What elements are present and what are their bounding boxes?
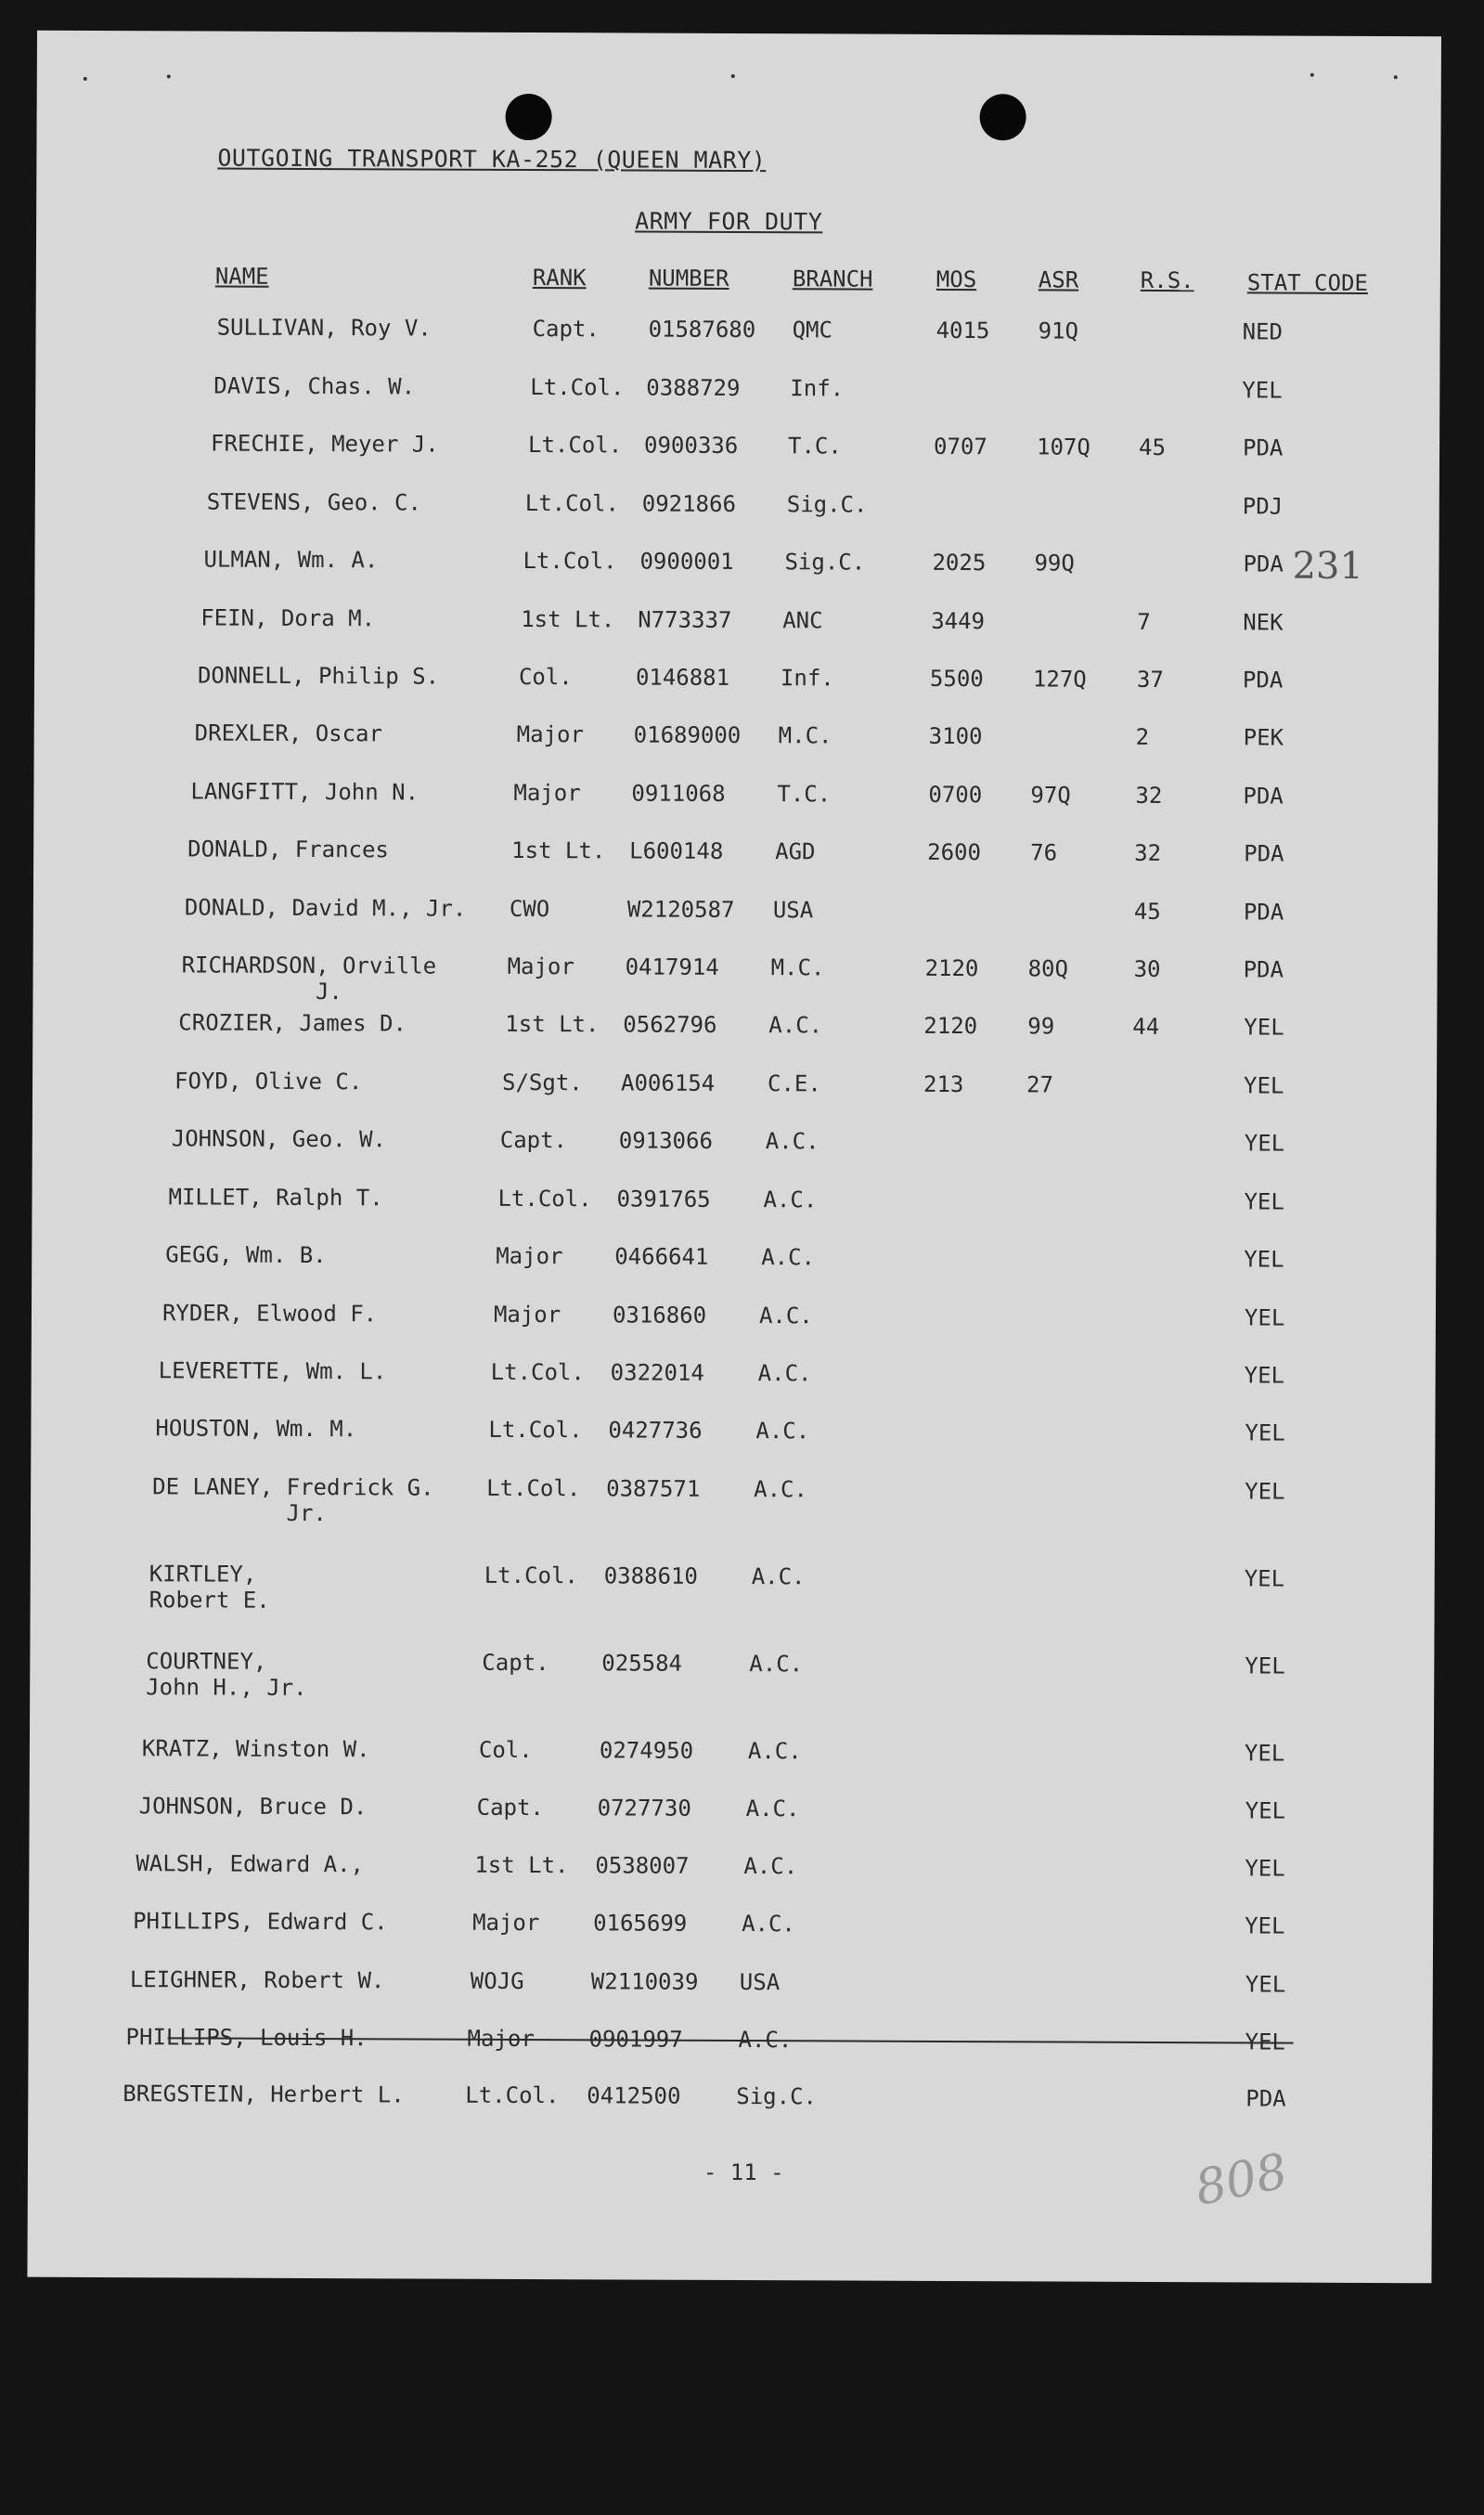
cell-stat: PDA [1243,899,1284,926]
cell-stat: YEL [1244,1740,1285,1767]
document-subtitle: ARMY FOR DUTY [635,207,823,236]
cell-rs: 32 [1135,782,1163,809]
punch-hole-right [980,94,1026,140]
table-row [31,1561,1435,1625]
cell-branch: Sig.C. [786,491,868,518]
cell-branch: A.C. [754,1476,808,1503]
cell-rank: S/Sgt. [502,1069,583,1096]
cell-rs: 2 [1135,723,1150,750]
table-row [32,1125,1437,1189]
speck [1310,73,1314,77]
header-name: NAME [214,263,269,290]
punch-hole-left [505,94,551,140]
cell-name: PHILLIPS, Edward C. [133,1908,388,1936]
cell-name: LEIGHNER, Robert W. [129,1966,385,1994]
table-row [28,2081,1432,2145]
cell-name: DONALD, Frances [187,836,389,863]
cell-rank: Lt.Col. [497,1185,592,1212]
cell-name: JOHNSON, Geo. W. [171,1125,387,1153]
cell-name: HOUSTON, Wm. M. [155,1415,357,1443]
cell-branch: A.C. [761,1244,816,1271]
cell-number: 0900336 [644,432,739,459]
cell-name: CROZIER, James D. [178,1009,407,1037]
cell-rank: Capt. [482,1649,549,1677]
cell-rank: Major [493,1301,561,1329]
cell-number: 0388610 [603,1562,698,1589]
cell-rank: Lt.Col. [486,1474,581,1502]
cell-stat: YEL [1245,2029,1285,2055]
cell-number: 025584 [601,1650,683,1677]
cell-branch: A.C. [738,2027,793,2054]
cell-rs: 45 [1138,434,1167,461]
table-row [35,372,1439,436]
cell-stat: YEL [1244,1188,1284,1215]
table-row [35,314,1439,378]
cell-branch: A.C. [747,1738,802,1765]
header-rs: R.S. [1140,266,1194,294]
cell-branch: Inf. [790,375,845,402]
cell-number: 0322014 [610,1359,704,1386]
document-title: OUTGOING TRANSPORT KA-252 (QUEEN MARY) [217,144,767,175]
cell-stat: NED [1242,318,1284,345]
cell-rank: Lt.Col. [523,547,617,575]
cell-stat: PDJ [1242,493,1284,520]
cell-number: 0727730 [597,1795,691,1821]
table-row [33,894,1438,958]
cell-branch: T.C. [788,433,842,460]
cell-number: 0911068 [631,780,726,807]
cell-mos: 3449 [931,607,986,635]
cell-rank: Major [467,2025,535,2053]
table-row [31,1473,1435,1537]
cell-asr: 99 [1027,1013,1055,1040]
cell-stat: YEL [1245,1971,1286,1998]
cell-asr: 107Q [1036,434,1090,460]
cell-rs: 30 [1133,955,1161,982]
cell-stat: YEL [1244,1304,1285,1331]
cell-name: LEVERETTE, Wm. L. [158,1357,387,1385]
cell-mos: 4015 [936,317,990,344]
cell-rank: Col. [518,663,573,691]
cell-number: A006154 [621,1070,716,1096]
cell-stat: YEL [1244,1246,1284,1273]
cell-name: SULLIVAN, Roy V. [216,314,432,342]
cell-number: N773337 [638,606,732,633]
table-row [32,1357,1436,1421]
cell-mos: 2120 [924,954,979,982]
cell-branch: ANC [782,607,823,634]
cell-name: WALSH, Edward A., [135,1850,365,1878]
cell-rank: Lt.Col. [465,2081,560,2109]
table-row [34,546,1439,610]
cell-rank: Lt.Col. [484,1562,578,1589]
cell-rank: 1st Lt. [511,836,606,864]
speck [1394,75,1398,79]
cell-rank: Lt.Col. [524,489,620,517]
table-row [32,1241,1436,1305]
cell-branch: A.C. [749,1651,804,1678]
cell-rank: WOJG [470,1967,524,1995]
cell-stat: PDA [1242,434,1284,461]
cell-number: 0921866 [641,490,737,517]
cell-name: JOHNSON, Bruce D. [138,1793,368,1821]
cell-rank: 1st Lt. [474,1851,569,1879]
cell-name: BREGSTEIN, Herbert L. [123,2081,405,2108]
table-row [32,1009,1437,1073]
header-rank: RANK [532,265,587,292]
stamp-number: 231 [1292,544,1363,588]
cell-stat: YEL [1244,1130,1285,1157]
cell-name: DAVIS, Chas. W. [213,372,416,400]
cell-stat: PDA [1242,667,1284,694]
cell-name: COURTNEY, John H., Jr. [146,1648,307,1701]
table-row [32,952,1437,1016]
cell-rs: 44 [1132,1013,1160,1040]
cell-rank: Lt.Col. [528,432,623,459]
speck [84,77,87,81]
table-row [30,1735,1434,1799]
cell-rank: Major [516,720,585,748]
cell-mos: 2025 [932,549,987,577]
cell-branch: A.C. [755,1418,810,1445]
cell-branch: A.C. [742,1911,795,1938]
cell-name: KRATZ, Winston W. [141,1735,370,1763]
cell-number: 0391765 [616,1186,711,1212]
cell-branch: T.C. [777,781,832,808]
cell-number: 0387571 [606,1475,701,1502]
cell-rank: Major [472,1909,540,1937]
cell-number: 0388729 [646,374,741,402]
cell-name: LANGFITT, John N. [190,778,419,806]
cell-rs: 45 [1133,898,1161,925]
cell-name: DONNELL, Philip S. [197,662,440,690]
cell-rank: Capt. [499,1126,568,1154]
cell-branch: USA [739,1969,781,1996]
cell-branch: A.C. [763,1186,818,1213]
cell-number: 0562796 [623,1011,717,1038]
table-row [28,2024,1432,2088]
cell-rank: Lt.Col. [530,374,625,401]
cell-name: GEGG, Wm. B. [165,1241,327,1269]
cell-number: 01689000 [633,721,742,749]
cell-branch: A.C. [751,1563,806,1590]
cell-name: RYDER, Elwood F. [161,1300,378,1328]
handwritten-note: 808 [1190,2143,1293,2217]
cell-rank: 1st Lt. [505,1010,600,1038]
table-row [29,1850,1433,1914]
cell-name: FRECHIE, Meyer J. [211,430,439,458]
cell-number: 0146881 [635,664,730,691]
cell-rank: Capt. [476,1794,544,1821]
cell-name: FOYD, Olive C. [174,1068,363,1095]
cell-name: DE LANEY, Fredrick G. Jr. [151,1473,434,1527]
cell-rank: Major [496,1242,563,1270]
cell-stat: YEL [1244,1014,1284,1041]
cell-asr: 97Q [1030,782,1071,809]
cell-name: STEVENS, Geo. C. [206,488,422,516]
cell-name: RICHARDSON, Orville J. [181,952,437,1005]
cell-asr: 76 [1030,839,1058,866]
cell-rank: Lt.Col. [488,1416,583,1444]
cell-number: W2120587 [626,896,735,923]
cell-rank: Major [507,953,574,980]
cell-stat: PDA [1243,783,1284,810]
cell-mos: 5500 [929,665,984,693]
cell-number: 0274950 [599,1737,694,1764]
header-stat-code: STAT CODE [1246,269,1368,296]
table-row [30,1648,1434,1712]
cell-number: 0901997 [588,2026,683,2053]
speck [167,74,171,78]
table-row [32,1184,1436,1248]
table-row [32,1068,1437,1132]
cell-stat: NEK [1243,609,1284,636]
cell-number: W2110039 [590,1968,699,1995]
table-row [33,836,1438,900]
cell-number: 0913066 [618,1127,714,1154]
cell-branch: AGD [775,838,816,865]
cell-name: DONALD, David M., Jr. [184,894,467,922]
cell-stat: YEL [1242,377,1283,404]
cell-branch: USA [772,897,814,924]
cell-rs: 32 [1134,839,1162,866]
cell-name: MILLET, Ralph T. [168,1184,383,1212]
page-number: - 11 - [703,2158,784,2186]
table-row [34,604,1439,668]
cell-stat: YEL [1244,1362,1285,1389]
table-row [34,662,1439,726]
cell-mos: 0700 [928,781,983,809]
table-row [29,1908,1433,1972]
cell-stat: YEL [1245,1912,1285,1939]
cell-stat: PDA [1244,840,1284,867]
cell-mos: 2120 [923,1012,978,1040]
table-row [32,1300,1436,1364]
cell-number: 0417914 [625,953,719,980]
cell-number: 0538007 [595,1852,690,1879]
table-row [31,1415,1435,1479]
cell-branch: M.C. [770,954,825,981]
cell-mos: 2600 [927,838,982,866]
cell-asr: 80Q [1027,955,1069,982]
cell-branch: Inf. [780,665,834,692]
header-branch: BRANCH [792,266,873,292]
cell-branch: QMC [792,317,833,344]
cell-stat: YEL [1245,1855,1285,1882]
speck [731,74,735,78]
cell-branch: A.C. [768,1012,823,1039]
cell-asr: 99Q [1034,550,1075,577]
cell-number: 0165699 [593,1910,688,1937]
cell-rs: 37 [1136,666,1164,694]
document-page [27,31,1441,2284]
cell-number: 0316860 [612,1302,707,1329]
table-row [29,1966,1433,2030]
cell-branch: A.C. [757,1360,812,1387]
table-row [29,1793,1433,1857]
cell-mos: 213 [923,1070,964,1098]
cell-rank: Lt.Col. [490,1358,585,1386]
cell-number: 0412500 [587,2082,681,2109]
cell-stat: YEL [1245,1653,1285,1679]
table-row [33,778,1438,842]
cell-name: KIRTLEY, Robert E. [148,1561,270,1614]
cell-rs: 7 [1137,608,1151,635]
cell-mos: 0707 [933,433,987,460]
cell-branch: A.C. [765,1128,819,1155]
table-row [33,719,1438,784]
cell-branch: M.C. [778,722,832,749]
cell-asr: 127Q [1032,666,1087,693]
cell-stat: YEL [1245,1797,1286,1824]
cell-stat: PDA [1245,2085,1286,2112]
cell-stat: PDA [1243,551,1284,577]
cell-name: FEIN, Dora M. [200,604,376,632]
cell-number: 0900001 [639,548,734,575]
cell-stat: YEL [1243,1072,1284,1099]
cell-name: PHILLIPS, Louis H. [125,2024,368,2052]
cell-rank: 1st Lt. [521,605,615,633]
header-number: NUMBER [648,265,729,292]
cell-number: L600148 [629,837,724,864]
cell-rank: Capt. [532,316,600,343]
cell-stat: PDA [1243,956,1284,983]
cell-mos: 3100 [928,722,983,750]
cell-branch: Sig.C. [736,2083,818,2110]
cell-asr: 27 [1026,1071,1054,1098]
cell-number: 0427736 [608,1417,703,1444]
cell-name: ULMAN, Wm. A. [203,546,379,574]
cell-number: 01587680 [648,316,756,344]
cell-stat: PEK [1243,724,1284,751]
cell-branch: C.E. [768,1070,821,1097]
header-mos: MOS [936,266,977,293]
cell-branch: A.C. [758,1303,813,1329]
cell-stat: YEL [1245,1420,1285,1446]
cell-branch: A.C. [743,1853,798,1880]
cell-branch: Sig.C. [784,549,866,576]
cell-rank: Major [513,779,581,807]
table-row [35,488,1439,552]
cell-asr: 91Q [1038,318,1079,344]
cell-stat: YEL [1245,1478,1285,1505]
cell-number: 0466641 [614,1243,709,1270]
cell-rank: CWO [509,895,550,923]
cell-rank: Col. [478,1736,533,1764]
cell-stat: YEL [1244,1565,1285,1592]
table-row [35,430,1439,494]
cell-branch: A.C. [745,1796,800,1822]
cell-name: DREXLER, Oscar [194,719,383,747]
header-asr: ASR [1038,266,1079,293]
